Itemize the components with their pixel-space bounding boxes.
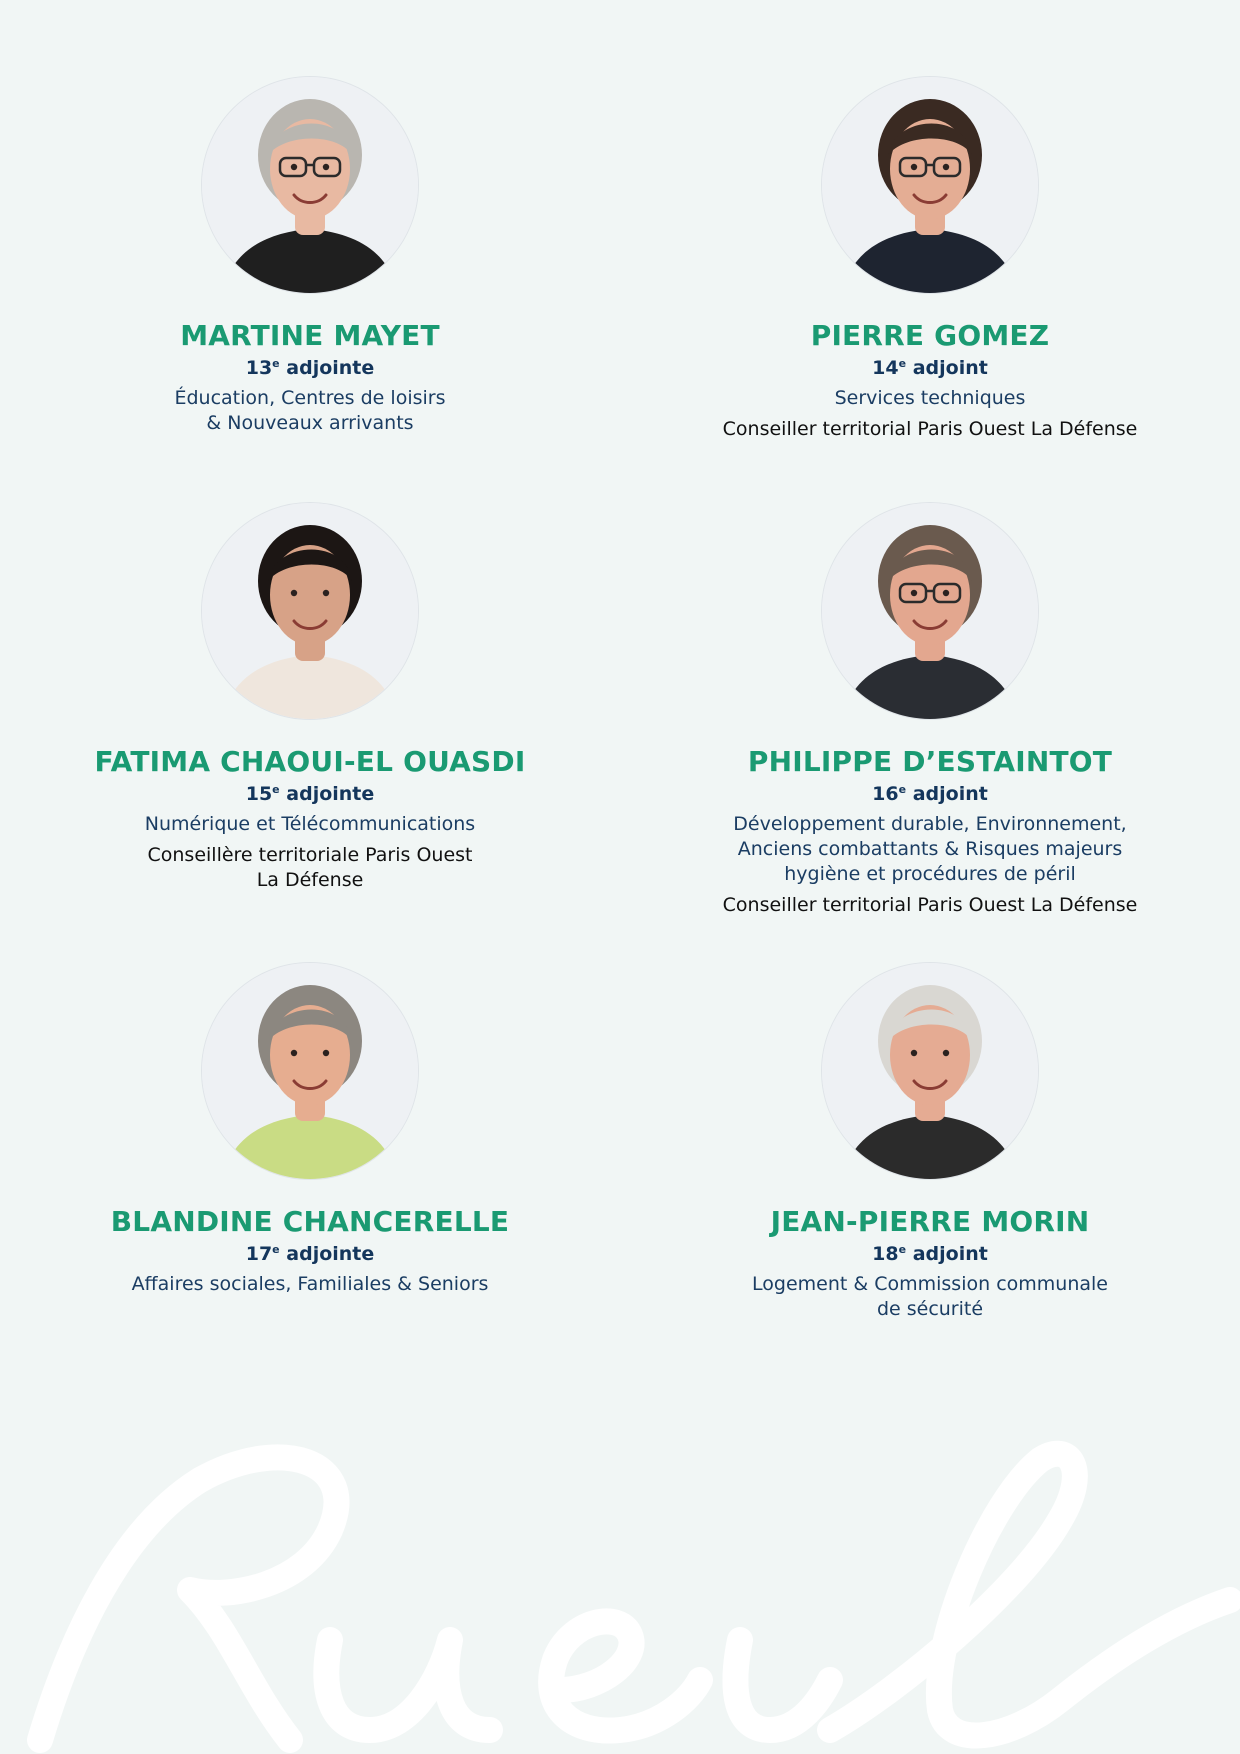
portrait-photo — [201, 962, 419, 1180]
member-extra-mandate: Conseillère territoriale Paris Ouest La Défense — [147, 844, 473, 891]
member-name: FATIMA CHAOUI-EL OUASDI — [94, 745, 526, 778]
portrait-photo — [201, 76, 419, 294]
member-role: Services techniques — [834, 387, 1026, 409]
portrait-photo — [201, 502, 419, 720]
portrait-photo — [821, 962, 1039, 1180]
member-card — [50, 962, 570, 1297]
portrait-photo — [821, 76, 1039, 294]
member-rank: 17e adjointe — [245, 1243, 375, 1265]
portrait-illustration — [822, 503, 1038, 719]
member-card — [50, 502, 570, 893]
portrait-illustration — [822, 963, 1038, 1179]
member-card — [670, 76, 1190, 442]
member-role: Logement & Commission communale de sécurité — [752, 1273, 1108, 1320]
member-name: PIERRE GOMEZ — [810, 319, 1050, 352]
portrait-illustration — [202, 503, 418, 719]
member-role: Numérique et Télécommunications — [144, 813, 476, 835]
member-card — [670, 502, 1190, 918]
portrait-photo — [821, 502, 1039, 720]
portrait-illustration — [202, 963, 418, 1179]
member-extra-mandate: Conseiller territorial Paris Ouest La Défense — [722, 894, 1138, 916]
portrait-illustration — [822, 77, 1038, 293]
member-role: Éducation, Centres de loisirs & Nouveaux arrivants — [174, 387, 446, 434]
member-rank: 14e adjoint — [872, 357, 988, 379]
member-card — [50, 76, 570, 436]
member-rank: 15e adjointe — [245, 783, 375, 805]
member-name: BLANDINE CHANCERELLE — [110, 1205, 510, 1238]
member-role: Affaires sociales, Familiales & Seniors — [131, 1273, 489, 1295]
member-name: MARTINE MAYET — [180, 319, 440, 352]
member-rank: 18e adjoint — [872, 1243, 988, 1265]
member-rank: 16e adjoint — [872, 783, 988, 805]
portrait-illustration — [202, 77, 418, 293]
rueil-script-watermark — [0, 1440, 1240, 1754]
member-extra-mandate: Conseiller territorial Paris Ouest La Défense — [722, 418, 1138, 440]
member-rank: 13e adjointe — [245, 357, 375, 379]
member-name: JEAN-PIERRE MORIN — [770, 1205, 1090, 1238]
member-card — [670, 962, 1190, 1322]
member-role: Développement durable, Environnement, Anciens combattants & Risques majeurs hygiène et procédures de péril — [733, 813, 1127, 885]
member-name: PHILIPPE D’ESTAINTOT — [747, 745, 1113, 778]
